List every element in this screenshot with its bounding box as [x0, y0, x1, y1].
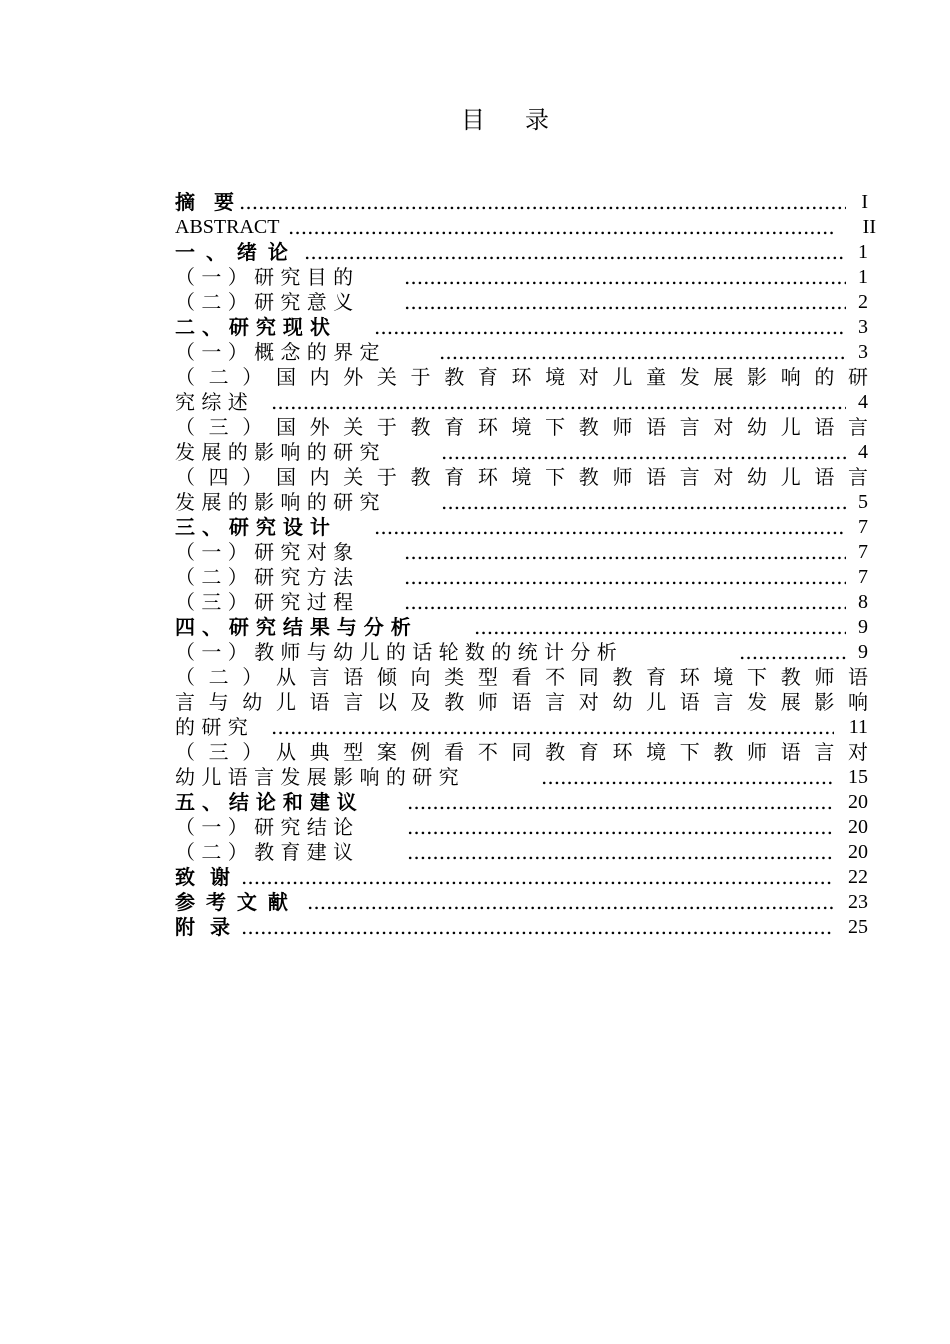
toc-page-number: 9 — [858, 641, 868, 663]
toc-page-number: 7 — [858, 541, 868, 563]
toc-entry-label: 发 展 的 影 响 的 研 究 — [175, 440, 380, 464]
toc-page-number: I — [861, 191, 868, 213]
toc-entry[interactable] — [175, 490, 868, 515]
page-title-char: 目 — [461, 106, 485, 134]
toc-entry-label: 四 、 研 究 结 果 与 分 析 — [175, 615, 411, 639]
toc-leader-dots — [304, 240, 846, 265]
toc-leader-dots — [271, 715, 834, 740]
toc-entry[interactable] — [175, 915, 868, 940]
table-of-contents — [175, 190, 876, 940]
toc-entry-label: （ 三 ） 研 究 过 程 — [175, 590, 354, 614]
toc-entry-label: 三 、 研 究 设 计 — [175, 515, 330, 539]
toc-page-number: 3 — [858, 316, 868, 338]
toc-page-number: 23 — [848, 891, 868, 913]
toc-entry[interactable] — [175, 890, 868, 915]
toc-page-number: 25 — [848, 916, 868, 938]
toc-entry-label: 参 考 文 献 — [175, 890, 290, 914]
toc-entry[interactable] — [175, 765, 868, 790]
toc-entry-label: 一 、 绪 论 — [175, 240, 290, 264]
toc-page-number: 4 — [858, 441, 868, 463]
toc-leader-dots — [404, 540, 846, 565]
toc-entry[interactable] — [175, 440, 868, 465]
toc-entry[interactable] — [175, 840, 868, 865]
toc-page-number: 3 — [858, 341, 868, 363]
toc-leader-dots — [374, 315, 846, 340]
toc-entry[interactable] — [175, 740, 868, 765]
toc-entry[interactable] — [175, 190, 868, 215]
toc-leader-dots — [404, 290, 846, 315]
toc-entry[interactable] — [175, 390, 868, 415]
toc-entry-label: 五 、 结 论 和 建 议 — [175, 790, 357, 814]
toc-entry-label: （ 二 ） 教 育 建 议 — [175, 840, 354, 864]
toc-leader-dots — [241, 865, 834, 890]
toc-leader-dots — [407, 790, 834, 815]
toc-entry-label: （ 二 ） 国 内 外 关 于 教 育 环 境 对 儿 童 发 展 影 响 的 研 — [175, 365, 868, 389]
toc-leader-dots — [404, 590, 846, 615]
toc-leader-dots — [441, 490, 846, 515]
toc-page-number: 1 — [858, 241, 868, 263]
toc-leader-dots — [474, 615, 846, 640]
toc-page-number: 7 — [858, 566, 868, 588]
toc-entry[interactable] — [175, 415, 868, 440]
toc-leader-dots — [404, 565, 846, 590]
toc-entry[interactable] — [175, 665, 868, 690]
toc-entry[interactable] — [175, 690, 868, 715]
toc-leader-dots — [407, 815, 834, 840]
toc-entry[interactable] — [175, 240, 868, 265]
toc-entry-label: （ 二 ） 研 究 意 义 — [175, 290, 354, 314]
toc-entry[interactable] — [175, 790, 868, 815]
toc-leader-dots — [271, 390, 846, 415]
toc-page-number: 9 — [858, 616, 868, 638]
toc-page-number: 20 — [848, 791, 868, 813]
toc-entry[interactable] — [175, 640, 868, 665]
toc-entry[interactable] — [175, 315, 868, 340]
toc-leader-dots — [541, 765, 834, 790]
toc-entry[interactable] — [175, 215, 876, 240]
toc-entry[interactable] — [175, 565, 868, 590]
toc-entry-label: （ 一 ） 研 究 对 象 — [175, 540, 354, 564]
toc-leader-dots — [374, 515, 846, 540]
toc-entry-label: （ 一 ） 概 念 的 界 定 — [175, 340, 380, 364]
toc-entry-label: （ 二 ） 从 言 语 倾 向 类 型 看 不 同 教 育 环 境 下 教 师 语 — [175, 665, 868, 689]
toc-leader-dots — [307, 890, 834, 915]
toc-page-number: 11 — [848, 716, 868, 738]
toc-entry-label: 二 、 研 究 现 状 — [175, 315, 330, 339]
toc-leader-dots — [739, 640, 846, 665]
page-title-char: 录 — [525, 106, 549, 134]
toc-leader-dots — [288, 215, 836, 240]
toc-entry-label: （ 一 ） 教 师 与 幼 儿 的 话 轮 数 的 统 计 分 析 — [175, 640, 617, 664]
toc-page-number: II — [862, 216, 876, 238]
toc-page-number: 20 — [848, 816, 868, 838]
toc-entry[interactable] — [175, 365, 868, 390]
toc-entry[interactable] — [175, 715, 868, 740]
toc-leader-dots — [441, 440, 846, 465]
toc-leader-dots — [241, 915, 834, 940]
toc-entry[interactable] — [175, 540, 868, 565]
toc-leader-dots — [404, 265, 846, 290]
toc-page-number: 15 — [848, 766, 868, 788]
toc-entry-label: （ 二 ） 研 究 方 法 — [175, 565, 354, 589]
toc-entry-label: 言 与 幼 儿 语 言 以 及 教 师 语 言 对 幼 儿 语 言 发 展 影 响 — [175, 690, 868, 714]
toc-entry-label: （ 一 ） 研 究 结 论 — [175, 815, 354, 839]
toc-entry[interactable] — [175, 515, 868, 540]
toc-entry-label: 附 录 — [175, 915, 234, 939]
toc-page-number: 4 — [858, 391, 868, 413]
toc-entry-label: 幼 儿 语 言 发 展 影 响 的 研 究 — [175, 765, 459, 789]
toc-entry-label: （ 三 ） 国 外 关 于 教 育 环 境 下 教 师 语 言 对 幼 儿 语 言 — [175, 415, 868, 439]
toc-entry[interactable] — [175, 865, 868, 890]
toc-entry-label: ABSTRACT — [175, 216, 280, 238]
toc-entry-label: （ 四 ） 国 内 关 于 教 育 环 境 下 教 师 语 言 对 幼 儿 语 言 — [175, 465, 868, 489]
toc-leader-dots — [439, 340, 846, 365]
page-title — [0, 100, 950, 135]
toc-page-number: 5 — [858, 491, 868, 513]
toc-entry[interactable] — [175, 590, 868, 615]
toc-entry-label: （ 三 ） 从 典 型 案 例 看 不 同 教 育 环 境 下 教 师 语 言 对 — [175, 740, 868, 764]
toc-entry[interactable] — [175, 615, 868, 640]
toc-entry-label: 致 谢 — [175, 865, 234, 889]
toc-entry[interactable] — [175, 265, 868, 290]
toc-entry[interactable] — [175, 465, 868, 490]
toc-entry-label: 发 展 的 影 响 的 研 究 — [175, 490, 380, 514]
toc-entry[interactable] — [175, 340, 868, 365]
toc-leader-dots — [239, 190, 846, 215]
toc-page-number: 2 — [858, 291, 868, 313]
toc-page-number: 8 — [858, 591, 868, 613]
toc-entry-label: 究 综 述 — [175, 390, 248, 414]
toc-page-number: 1 — [858, 266, 868, 288]
toc-page-number: 22 — [848, 866, 868, 888]
toc-entry[interactable] — [175, 290, 868, 315]
toc-page-number: 20 — [848, 841, 868, 863]
toc-entry-label: （ 一 ） 研 究 目 的 — [175, 265, 354, 289]
toc-leader-dots — [407, 840, 834, 865]
toc-entry-label: 的 研 究 — [175, 715, 248, 739]
toc-entry-label: 摘 要 — [175, 190, 240, 214]
toc-entry[interactable] — [175, 815, 868, 840]
toc-page-number: 7 — [858, 516, 868, 538]
